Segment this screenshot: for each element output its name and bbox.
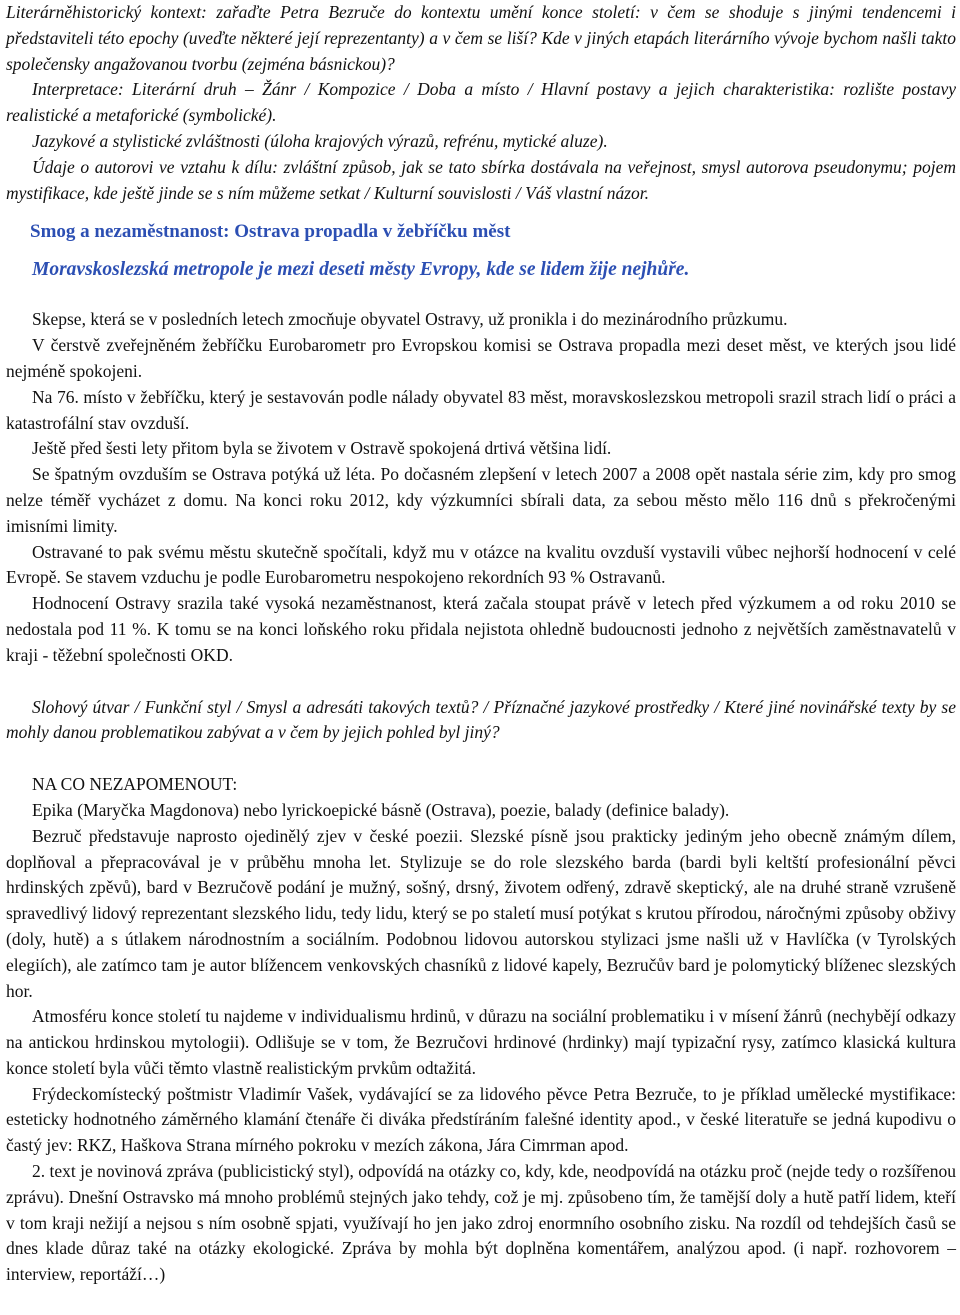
article-paragraph: Se špatným ovzduším se Ostrava potýká už léta. Po dočasném zlepšení v letech 2007 a 2008 opět nastala série zim, kdy pro smog nelze téměř vycházet z domu. Na konci roku 2012, kdy výzkumníci sbírali data, za sebou město mělo 116 dnů s překročenými imisními limity. [6, 464, 956, 536]
notes-paragraph: Bezruč představuje naprosto ojedinělý zjev v české poezii. Slezské písně jsou prakticky jediným jeho obecně známým dílem, doplňoval a přepracovával je v průběhu mnoha let. Stylizuje se do role slezského barda (bardi byli keltští profesionální pěvci hrdinských zpěvů), bard v Bezručově podání je mužný, sošný, drsný, životem odřený, zdravě skeptický, ale na druhé straně vzrušeně spravedlivý lidový reprezentant slezského lidu, tedy lidu, který se po staletí musí potýkat s krutou přírodou, náročnými způsoby obživy (doly, hutě) a s útlakem národnostním a sociálním. Podobnou lidovou autorskou stylizaci jsme našli už v Havlíčka (v Tyrolských elegiích), ale zatímco tam je autor blížencem venkovských chasníků z lidové kapely, Bezručův bard je polomytický blíženec slezských hor. [6, 825, 956, 1001]
notes-paragraph: Epika (Maryčka Magdonova) nebo lyrickoepické básně (Ostrava), poezie, balady (definice balady). [32, 799, 730, 820]
intro-author-info: Údaje o autorovi ve vztahu k dílu: zvláštní způsob, jak se tato sbírka dostávala na veřejnost, smysl autorova pseudonymu; pojem mystifikace, kde ještě jinde se s ním můžeme setkat / Kulturní souvislosti / Váš vlastní názor. [6, 156, 956, 203]
intro-interpretation: Interpretace: Literární druh – Žánr / Kompozice / Doba a místo / Hlavní postavy a jejich charakteristika: rozlište postavy realistické a metaforické (symbolické). [6, 79, 956, 126]
article-paragraph: Na 76. místo v žebříčku, který je sestavován podle nálady obyvatel 83 měst, moravskoslezskou metropoli srazil strach lidí o práci a katastrofální stav ovzduší. [6, 386, 956, 433]
article-paragraph: Ještě před šesti lety přitom byla se životem v Ostravě spokojená drtivá většina lidí. [32, 438, 612, 459]
notes-paragraph: Frýdeckomístecký poštmistr Vladimír Vašek, vydávající se za lidového pěvce Petra Bezruče, to je příklad umělecké mystifikace: esteticky hodnotného záměrného klamání čtenáře či diváka předstíráním falešné identity apod., v české literatuře se jedná kupodivu o častý jev: RKZ, Haškova Strana mírného pokroku v mezích zákona, Jára Cimrman apod. [6, 1083, 956, 1156]
notes-heading: NA CO NEZAPOMENOUT: [32, 774, 238, 795]
article-headline: Smog a nezaměstnanost: Ostrava propadla v žebříčku měst [30, 221, 511, 243]
intro-literary-context: Literárněhistorický kontext: zařaďte Petra Bezruče do kontextu umění konce století: v čem se shoduje s jinými tendencemi i představiteli této epochy (uveďte některé její reprezentanty) a v čem se liší? Kde v jiných etapách literárního vývoje bychom našli takto společensky angažovanou tvorbu (zejména básnickou)? [6, 2, 956, 74]
article-paragraph: Hodnocení Ostravy srazila také vysoká nezaměstnanost, která začala stoupat právě v letech před výzkumem a od roku 2010 se nedostala pod 11 %. K tomu se na konci loňského roku přidala nejistota ohledně budoucnosti jednoho z největších zaměstnavatelů v kraji - těžební společnosti OKD. [6, 593, 956, 665]
notes-paragraph: 2. text je novinová zpráva (publicistický styl), odpovídá na otázky co, kdy, kde, neodpovídá na otázku proč (nejde tedy o rozšířenou zprávu). Dnešní Ostravsko má mnoho problémů stejných jako tehdy, což je mj. způsobeno tím, že tamější doly a hutě patří lidem, kteří v tom kraji nežijí a nejsou s ním osobně spjati, využívají ho jen jako zdroj enormního osobního zisku. Na rozdíl od tehdejších časů se dnes klade důraz také na otázky ekologické. Zpráva by mohla být doplněna komentářem, analýzou apod. (i např. rozhovorem – interview, reportáží…) [6, 1161, 956, 1285]
document-page [6, 0, 956, 1288]
analysis-questions: Slohový útvar / Funkční styl / Smysl a adresáti takových textů? / Příznačné jazykové prostředky / Které jiné novinářské texty by se mohly danou problematikou zabývat a v čem by jejich pohled byl jiný? [6, 696, 956, 743]
notes-paragraph: Atmosféru konce století tu najdeme v individualismu hrdinů, v důrazu na sociální problematiku i v mísení žánrů (nechybějí odkazy na antickou hrdinskou mytologii). Odlišuje se v tom, že Bezručovi hrdinové (hrdinky) mají typizační rysy, zatímco klasická kultura konce století byla vůči těmto vlastně realistickým prvkům odtažitá. [6, 1006, 956, 1078]
article-paragraph: Ostravané to pak svému městu skutečně spočítali, když mu v otázce na kvalitu ovzduší vystavili vůbec nejhorší hodnocení v celé Evropě. Se stavem vzduchu je podle Eurobarometru nespokojeno rekordních 93 % Ostravanů. [6, 541, 956, 588]
article-paragraph: Skepse, která se v posledních letech zmocňuje obyvatel Ostravy, už pronikla i do mezinárodního průzkumu. [32, 309, 788, 330]
article-paragraph: V čerstvě zveřejněném žebříčku Eurobarometr pro Evropskou komisi se Ostrava propadla mezi deset měst, ve kterých jsou lidé nejméně spokojeni. [6, 335, 956, 381]
intro-language-style: Jazykové a stylistické zvláštnosti (úloha krajových výrazů, refrénu, mytické aluze). [32, 130, 608, 151]
article-subheadline: Moravskoslezská metropole je mezi deseti městy Evropy, kde se lidem žije nejhůře. [32, 259, 690, 281]
